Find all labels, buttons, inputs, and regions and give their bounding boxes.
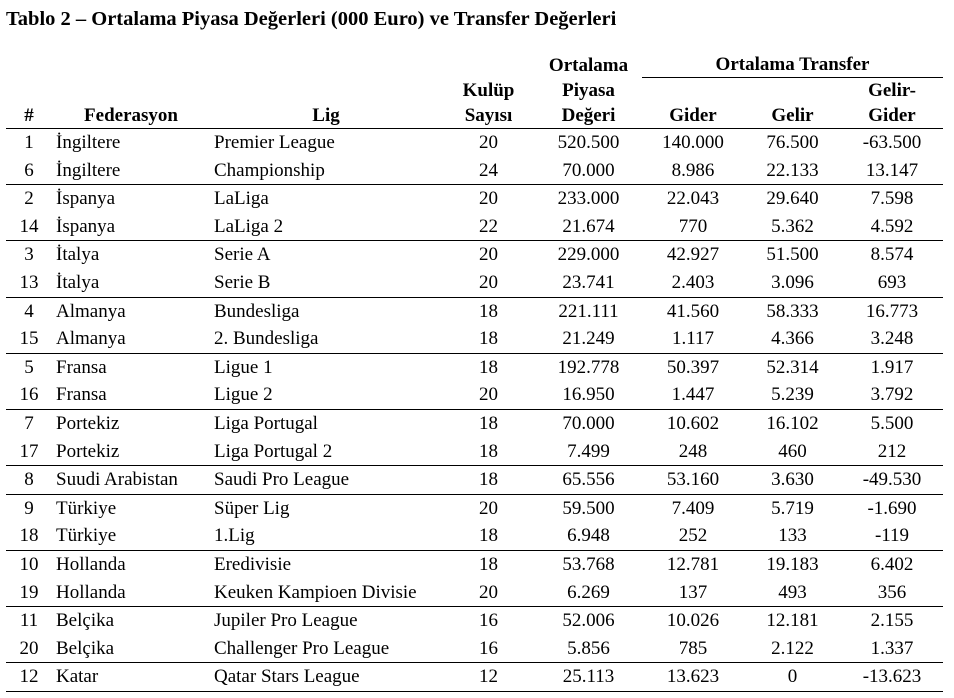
row-federation: Portekiz <box>56 412 120 434</box>
header-net-1: Gelir- <box>868 80 916 101</box>
row-federation: Hollanda <box>52 579 210 607</box>
row-clubs: 20 <box>479 188 498 210</box>
row-net: 212 <box>841 438 943 466</box>
table-row <box>6 550 943 578</box>
row-num: 8 <box>6 466 52 495</box>
row-net: 1.337 <box>841 635 943 663</box>
row-market-value: 53.768 <box>562 553 615 575</box>
row-market-value: 192.778 <box>557 356 620 378</box>
row-league: Premier League <box>214 132 335 153</box>
header-net-2: Gider <box>841 103 943 129</box>
row-net: -63.500 <box>862 132 922 153</box>
header-market-2: Piyasa <box>562 80 615 101</box>
row-num: 7 <box>24 412 34 434</box>
table-row <box>6 409 943 437</box>
row-expense: 2.403 <box>642 269 744 297</box>
table-row <box>6 438 943 466</box>
table-row <box>6 466 943 495</box>
row-market-value: 229.000 <box>557 244 620 266</box>
row-clubs: 20 <box>479 132 498 153</box>
row-expense: 50.397 <box>666 356 720 378</box>
row-federation: Belçika <box>52 635 210 663</box>
row-num: 17 <box>6 438 52 466</box>
row-market-value: 520.500 <box>557 132 620 153</box>
row-league: LaLiga <box>214 188 269 210</box>
header-expense: Gider <box>642 103 744 129</box>
row-clubs: 20 <box>442 381 535 409</box>
row-league: 2. Bundesliga <box>210 325 442 353</box>
table-row <box>6 579 943 607</box>
row-net: 16.773 <box>865 300 919 322</box>
row-league: Challenger Pro League <box>210 635 442 663</box>
row-federation: İspanya <box>56 188 116 210</box>
row-expense: 12.781 <box>666 553 720 575</box>
row-num: 2 <box>24 188 34 210</box>
row-expense: 252 <box>642 522 744 550</box>
row-income: 133 <box>744 522 841 550</box>
row-num: 13 <box>6 269 52 297</box>
row-net: 4.592 <box>841 213 943 241</box>
row-num: 3 <box>24 244 34 266</box>
row-clubs: 18 <box>479 300 498 322</box>
row-federation: Almanya <box>52 325 210 353</box>
row-num: 15 <box>6 325 52 353</box>
row-clubs: 18 <box>479 553 498 575</box>
row-num: 20 <box>6 635 52 663</box>
row-league: Jupiler Pro League <box>214 610 358 632</box>
row-net: 356 <box>841 579 943 607</box>
row-clubs: 18 <box>479 412 498 434</box>
row-federation: Hollanda <box>56 553 126 575</box>
row-market-value: 5.856 <box>535 635 642 663</box>
row-income: 29.640 <box>766 188 819 210</box>
row-num: 12 <box>6 663 52 692</box>
row-clubs: 16 <box>442 635 535 663</box>
header-federation: Federasyon <box>52 103 210 129</box>
row-expense: 10.602 <box>666 412 720 434</box>
row-net: 13.147 <box>841 157 943 185</box>
row-expense: 42.927 <box>666 244 720 266</box>
row-clubs: 18 <box>442 325 535 353</box>
row-num: 4 <box>24 300 34 322</box>
table-title: Tablo 2 – Ortalama Piyasa Değerleri (000 Euro) ve Transfer Değerleri <box>6 8 617 30</box>
row-market-value: 21.674 <box>535 213 642 241</box>
header-market-1: Ortalama <box>548 54 629 76</box>
row-market-value: 6.948 <box>535 522 642 550</box>
row-market-value: 23.741 <box>535 269 642 297</box>
row-clubs: 18 <box>442 438 535 466</box>
row-income: 493 <box>744 579 841 607</box>
row-league: Saudi Pro League <box>210 466 442 495</box>
row-federation: İspanya <box>52 213 210 241</box>
row-income: 76.500 <box>766 132 819 153</box>
row-league: Serie B <box>210 269 442 297</box>
row-market-value: 70.000 <box>535 157 642 185</box>
row-market-value: 52.006 <box>562 610 615 632</box>
row-federation: Fransa <box>52 381 210 409</box>
row-expense: 22.043 <box>666 188 720 210</box>
table-row <box>6 185 943 213</box>
row-num: 14 <box>6 213 52 241</box>
header-clubs-2: Sayısı <box>442 103 535 129</box>
row-expense: 13.623 <box>642 663 744 692</box>
row-federation: Türkiye <box>56 497 117 519</box>
row-clubs: 16 <box>479 610 498 632</box>
header-market-3: Değeri <box>535 103 642 129</box>
row-net: -1.690 <box>867 497 917 519</box>
row-market-value: 25.113 <box>535 663 642 692</box>
row-income: 12.181 <box>766 610 819 632</box>
row-clubs: 24 <box>442 157 535 185</box>
row-market-value: 233.000 <box>557 188 620 210</box>
row-clubs: 20 <box>442 579 535 607</box>
row-num: 11 <box>19 610 39 632</box>
row-clubs: 20 <box>479 497 498 519</box>
row-league: Championship <box>210 157 442 185</box>
row-expense: 10.026 <box>666 610 720 632</box>
row-num: 9 <box>24 497 34 519</box>
row-league: LaLiga 2 <box>210 213 442 241</box>
row-num: 1 <box>24 132 34 153</box>
row-league: Ligue 2 <box>210 381 442 409</box>
row-expense: 53.160 <box>642 466 744 495</box>
row-net: 8.574 <box>870 244 914 266</box>
row-num: 16 <box>6 381 52 409</box>
row-net: 693 <box>841 269 943 297</box>
row-federation: İtalya <box>52 269 210 297</box>
row-expense: 7.409 <box>671 497 715 519</box>
row-num: 10 <box>19 553 39 575</box>
row-num: 19 <box>6 579 52 607</box>
table-row <box>6 129 943 157</box>
table-row <box>6 269 943 297</box>
row-league: Ligue 1 <box>214 356 273 378</box>
header-num: # <box>6 103 52 129</box>
table-row <box>6 381 943 409</box>
row-net: -13.623 <box>841 663 943 692</box>
row-net: 7.598 <box>870 188 914 210</box>
row-expense: 1.447 <box>642 381 744 409</box>
row-federation: İngiltere <box>56 132 121 153</box>
row-clubs: 22 <box>442 213 535 241</box>
table-body <box>6 129 943 692</box>
row-income: 3.630 <box>744 466 841 495</box>
row-federation: İngiltere <box>52 157 210 185</box>
row-income: 3.096 <box>744 269 841 297</box>
row-expense: 1.117 <box>642 325 744 353</box>
row-league: Keuken Kampioen Divisie <box>210 579 442 607</box>
row-net: 3.248 <box>841 325 943 353</box>
market-value-table <box>6 52 943 692</box>
row-income: 5.719 <box>771 497 814 519</box>
row-market-value: 221.111 <box>558 300 619 322</box>
row-num: 6 <box>6 157 52 185</box>
row-num: 5 <box>24 356 34 378</box>
table-row <box>6 157 943 185</box>
row-league: Liga Portugal 2 <box>210 438 442 466</box>
row-league: Qatar Stars League <box>210 663 442 692</box>
row-clubs: 18 <box>479 356 498 378</box>
row-market-value: 6.269 <box>535 579 642 607</box>
row-net: 2.155 <box>870 610 914 632</box>
table-row <box>6 297 943 325</box>
row-income: 16.102 <box>766 412 819 434</box>
row-net: -49.530 <box>841 466 943 495</box>
row-market-value: 65.556 <box>535 466 642 495</box>
row-federation: Türkiye <box>52 522 210 550</box>
row-expense: 41.560 <box>666 300 720 322</box>
row-federation: Almanya <box>56 300 126 322</box>
table-row <box>6 325 943 353</box>
row-expense: 137 <box>642 579 744 607</box>
row-net: 1.917 <box>870 356 914 378</box>
row-federation: Katar <box>52 663 210 692</box>
row-market-value: 21.249 <box>535 325 642 353</box>
row-net: 5.500 <box>870 412 914 434</box>
row-league: Süper Lig <box>214 497 290 519</box>
row-league: Eredivisie <box>214 553 292 575</box>
row-clubs: 20 <box>479 244 498 266</box>
row-expense: 770 <box>642 213 744 241</box>
row-income: 51.500 <box>766 244 819 266</box>
row-league: Serie A <box>214 244 271 266</box>
row-income: 22.133 <box>744 157 841 185</box>
row-expense: 785 <box>642 635 744 663</box>
row-league: Bundesliga <box>214 300 300 322</box>
row-market-value: 7.499 <box>535 438 642 466</box>
table-row <box>6 241 943 269</box>
header-league: Lig <box>210 103 442 129</box>
row-expense: 140.000 <box>662 132 724 153</box>
row-clubs: 12 <box>442 663 535 692</box>
header-transfer-group: Ortalama Transfer <box>642 52 943 78</box>
row-clubs: 20 <box>442 269 535 297</box>
table-row <box>6 522 943 550</box>
row-num: 18 <box>6 522 52 550</box>
header-clubs-1: Kulüp <box>462 80 515 101</box>
row-income: 5.362 <box>744 213 841 241</box>
row-net: -119 <box>841 522 943 550</box>
row-market-value: 59.500 <box>562 497 615 519</box>
row-income: 19.183 <box>766 553 819 575</box>
header-income: Gelir <box>744 103 841 129</box>
row-net: 3.792 <box>841 381 943 409</box>
row-income: 0 <box>744 663 841 692</box>
row-expense: 248 <box>642 438 744 466</box>
row-income: 58.333 <box>766 300 819 322</box>
table-row <box>6 663 943 692</box>
table-row <box>6 213 943 241</box>
row-federation: Portekiz <box>52 438 210 466</box>
row-federation: İtalya <box>56 244 100 266</box>
row-income: 460 <box>744 438 841 466</box>
row-market-value: 16.950 <box>535 381 642 409</box>
row-net: 6.402 <box>870 553 914 575</box>
table-row <box>6 635 943 663</box>
table-row <box>6 494 943 522</box>
table-row <box>6 607 943 635</box>
table-row <box>6 353 943 381</box>
row-federation: Belçika <box>56 610 115 632</box>
row-income: 52.314 <box>766 356 819 378</box>
row-market-value: 70.000 <box>562 412 615 434</box>
row-income: 2.122 <box>744 635 841 663</box>
row-clubs: 18 <box>442 522 535 550</box>
row-income: 5.239 <box>744 381 841 409</box>
row-league: 1.Lig <box>210 522 442 550</box>
row-federation: Fransa <box>56 356 107 378</box>
row-income: 4.366 <box>744 325 841 353</box>
row-federation: Suudi Arabistan <box>52 466 210 495</box>
row-expense: 8.986 <box>642 157 744 185</box>
row-league: Liga Portugal <box>214 412 318 434</box>
row-clubs: 18 <box>442 466 535 495</box>
